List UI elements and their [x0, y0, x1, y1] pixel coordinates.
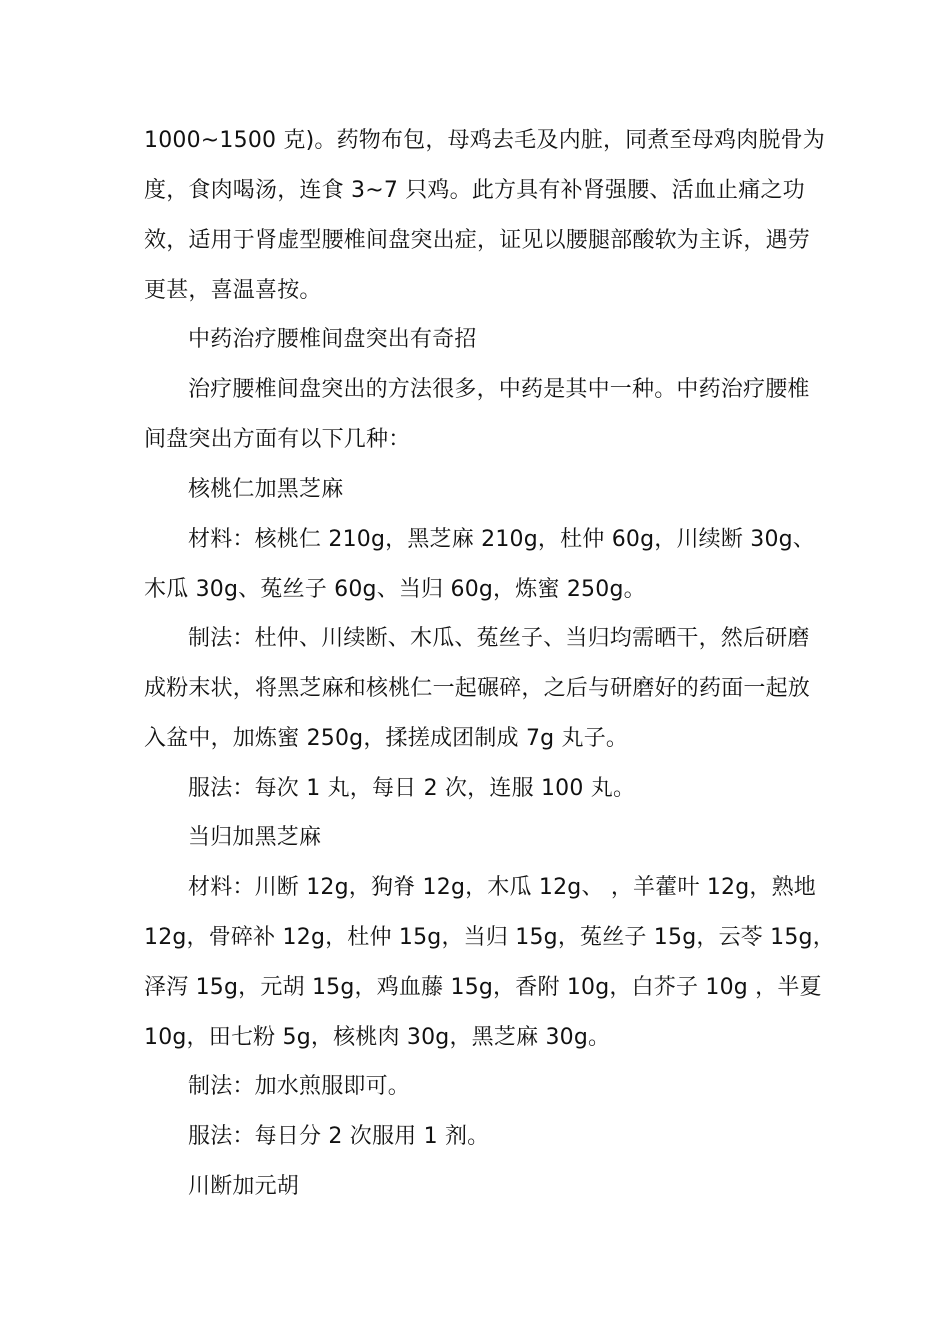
paragraph-line: 木瓜 30g、菟丝子 60g、当归 60g，炼蜜 250g。 — [144, 577, 646, 602]
paragraph-line: 服法：每日分 2 次服用 1 剂。 — [188, 1124, 490, 1149]
paragraph-line: 材料：核桃仁 210g，黑芝麻 210g，杜仲 60g，川续断 30g、 — [188, 527, 816, 552]
paragraph-line: 泽泻 15g，元胡 15g，鸡血藤 15g，香附 10g，白芥子 10g ，半夏 — [144, 975, 822, 1000]
section-heading: 中药治疗腰椎间盘突出有奇招 — [188, 327, 477, 352]
paragraph-line: 度，食肉喝汤，连食 3~7 只鸡。此方具有补肾强腰、活血止痛之功 — [144, 178, 805, 203]
paragraph-line: 10g，田七粉 5g，核桃肉 30g，黑芝麻 30g。 — [144, 1025, 611, 1050]
paragraph-line: 更甚，喜温喜按。 — [144, 278, 322, 303]
paragraph-line: 1000~1500 克)。药物布包，母鸡去毛及内脏，同煮至母鸡肉脱骨为 — [144, 128, 825, 153]
paragraph-line: 治疗腰椎间盘突出的方法很多，中药是其中一种。中药治疗腰椎 — [188, 377, 810, 402]
paragraph-line: 效，适用于肾虚型腰椎间盘突出症，证见以腰腿部酸软为主诉，遇劳 — [144, 228, 811, 253]
paragraph-line: 服法：每次 1 丸，每日 2 次，连服 100 丸。 — [188, 776, 636, 801]
paragraph-line: 间盘突出方面有以下几种： — [144, 427, 411, 452]
paragraph-line: 成粉末状，将黑芝麻和核桃仁一起碾碎，之后与研磨好的药面一起放 — [144, 676, 811, 701]
recipe-title: 川断加元胡 — [188, 1174, 300, 1199]
paragraph-line: 制法：加水煎服即可。 — [188, 1074, 411, 1099]
paragraph-line: 12g，骨碎补 12g，杜仲 15g，当归 15g，菟丝子 15g，云苓 15g， — [144, 925, 835, 950]
paragraph-line: 材料：川断 12g，狗脊 12g，木瓜 12g、 ，羊藿叶 12g，熟地 — [188, 875, 817, 900]
paragraph-line: 入盆中，加炼蜜 250g，揉搓成团制成 7g 丸子。 — [144, 726, 629, 751]
recipe-title: 当归加黑芝麻 — [188, 825, 322, 850]
paragraph-line: 制法：杜仲、川续断、木瓜、菟丝子、当归均需晒干，然后研磨 — [188, 626, 810, 651]
recipe-title: 核桃仁加黑芝麻 — [188, 477, 344, 502]
